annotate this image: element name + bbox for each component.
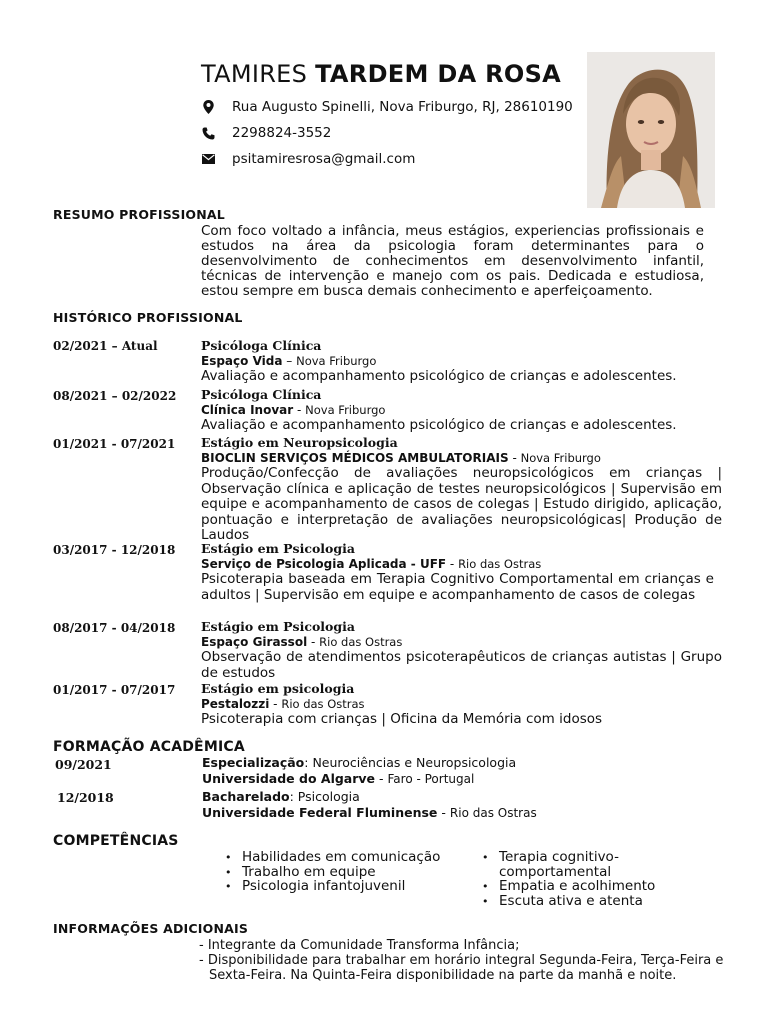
skill-item: • Habilidades em comunicação [225, 850, 465, 865]
job-description: Psicoterapia com crianças | Oficina da Memória com idosos [201, 711, 603, 727]
info-item: - Integrante da Comunidade Transforma Infância; [199, 938, 520, 953]
job-entry [201, 338, 722, 385]
job-location: Nova Friburgo [520, 450, 601, 465]
phone-row [201, 125, 331, 141]
job-role: Estágio em Psicologia [201, 541, 355, 556]
education-field: Psicologia [293, 789, 360, 804]
address-row [201, 99, 573, 115]
job-role: Estágio em psicologia [201, 681, 355, 696]
skills-column-1 [225, 850, 465, 894]
email-text: psitamiresrosa@gmail.com [232, 151, 416, 167]
job-date: 08/2021 – 02/2022 [53, 389, 177, 403]
envelope-icon [201, 152, 215, 166]
job-org: Clínica Inovar [201, 402, 294, 417]
job-org-line [201, 697, 722, 713]
education-location: Faro - Portugal [387, 772, 475, 786]
summary-title: RESUMO PROFISSIONAL [53, 207, 225, 222]
address-text: Rua Augusto Spinelli, Nova Friburgo, RJ, 28610190 [232, 99, 573, 115]
skill-item: • Trabalho em equipe [225, 865, 465, 880]
job-description: Psicoterapia baseada em Terapia Cognitivo Comportamental em crianças e adultos | Supervisão em equipe e acompanhamento de casos de colegas [201, 571, 714, 603]
profile-photo [587, 52, 715, 208]
job-location: Rio das Ostras [458, 556, 542, 571]
job-role: Psicóloga Clínica [201, 338, 322, 353]
job-date: 03/2017 - 12/2018 [53, 543, 176, 557]
email-row [201, 151, 415, 167]
job-description: Observação de atendimentos psicoterapêuticos de crianças autistas | Grupo de estudos [201, 649, 722, 681]
job-org: Serviço de Psicologia Aplicada - UFF [201, 556, 447, 571]
job-sep: – [282, 353, 297, 368]
education-entry [202, 789, 537, 821]
skill-item: • Escuta ativa e atenta [482, 894, 672, 909]
job-entry [201, 619, 722, 681]
job-location: Rio das Ostras [319, 634, 403, 649]
first-name: TAMIRES [201, 60, 308, 88]
skills-title: COMPETÊNCIAS [53, 833, 179, 849]
last-name: TARDEM DA ROSA [315, 60, 562, 88]
education-title: FORMAÇÃO ACADÊMICA [53, 739, 245, 755]
job-description: Avaliação e acompanhamento psicológico de crianças e adolescentes. [201, 368, 677, 384]
education-degree-line: Bacharelado: Psicologia [202, 789, 360, 804]
job-location: Rio das Ostras [281, 696, 365, 711]
history-title: HISTÓRICO PROFISSIONAL [53, 310, 243, 325]
job-org-line [201, 354, 722, 370]
education-school-line: Universidade do Algarve - Faro - Portugal [202, 771, 475, 786]
job-sep: - [508, 450, 521, 465]
job-org-line [201, 403, 722, 419]
skill-item: • Terapia cognitivo-comportamental [482, 850, 672, 879]
candidate-name [201, 60, 561, 88]
education-degree: Bacharelado [202, 789, 290, 804]
job-org-line [201, 557, 714, 573]
job-org-line [201, 451, 722, 467]
education-date: 12/2018 [57, 790, 114, 805]
job-date: 01/2017 - 07/2017 [53, 683, 176, 697]
skill-item: • Psicologia infantojuvenil [225, 879, 465, 894]
skills-column-2 [482, 850, 672, 908]
job-entry [201, 681, 722, 728]
job-description: Avaliação e acompanhamento psicológico de crianças e adolescentes. [201, 417, 677, 433]
job-sep: - [269, 696, 282, 711]
job-date: 08/2017 - 04/2018 [53, 621, 176, 635]
info-item: - Disponibilidade para trabalhar em horário integral Segunda-Feira, Terça-Feira e Sexta-Feira. Na Quinta-Feira disponibilidade na parte da manhã e noite. [199, 953, 724, 983]
skill-item: • Empatia e acolhimento [482, 879, 672, 894]
job-org: Pestalozzi [201, 696, 270, 711]
phone-text: 2298824-3552 [232, 125, 332, 141]
education-school: Universidade do Algarve [202, 771, 376, 786]
education-entry [202, 755, 516, 787]
education-degree: Especialização [202, 755, 305, 770]
education-school: Universidade Federal Fluminense [202, 805, 438, 820]
info-title: INFORMAÇÕES ADICIONAIS [53, 921, 249, 936]
job-org: Espaço Girassol [201, 634, 308, 649]
job-sep: - [446, 556, 459, 571]
job-entry [201, 541, 714, 603]
job-org: Espaço Vida [201, 353, 283, 368]
summary-text: Com foco voltado a infância, meus estágios, experiencias profissionais e estudos na área da psicologia foram determinantes para o desenvolvimento de conhecimentos em desenvolvimento infantil, técnicas de intervenção e manejo com os pais. Dedicada e estudiosa, estou sempre em busca demais conhecimento e aperfeiçoamento. [201, 223, 704, 299]
education-degree-line: Especialização: Neurociências e Neuropsicologia [202, 755, 517, 770]
info-list [199, 938, 724, 983]
job-role: Estágio em Neuropsicologia [201, 435, 398, 450]
phone-icon [201, 126, 215, 140]
job-role: Psicóloga Clínica [201, 387, 322, 402]
job-location: Nova Friburgo [305, 402, 386, 417]
job-entry [201, 387, 722, 434]
job-org: BIOCLIN SERVIÇOS MÉDICOS AMBULATORIAIS [201, 450, 509, 465]
job-date: 01/2021 - 07/2021 [53, 437, 176, 451]
education-date: 09/2021 [55, 757, 112, 772]
location-pin-icon [201, 100, 215, 114]
job-sep: - [307, 634, 320, 649]
job-date: 02/2021 – Atual [53, 339, 158, 353]
job-description: Produção/Confecção de avaliações neuropsicológicos em crianças | Observação clínica e aplicação de testes neuropsicológicos | Supervisão em equipe e acompanhamento de casos de colegas | Estudo dirigido, aplicação, pontuação e interpretação de avaliações neuropsicológicas| Produção de Laudos [201, 465, 722, 543]
job-location: Nova Friburgo [296, 353, 377, 368]
job-role: Estágio em Psicologia [201, 619, 355, 634]
job-entry [201, 435, 722, 544]
education-field: Neurociências e Neuropsicologia [308, 755, 517, 770]
education-school-line: Universidade Federal Fluminense - Rio das Ostras [202, 805, 537, 820]
job-org-line [201, 635, 722, 651]
job-sep: - [293, 402, 306, 417]
education-location: Rio das Ostras [449, 806, 537, 820]
